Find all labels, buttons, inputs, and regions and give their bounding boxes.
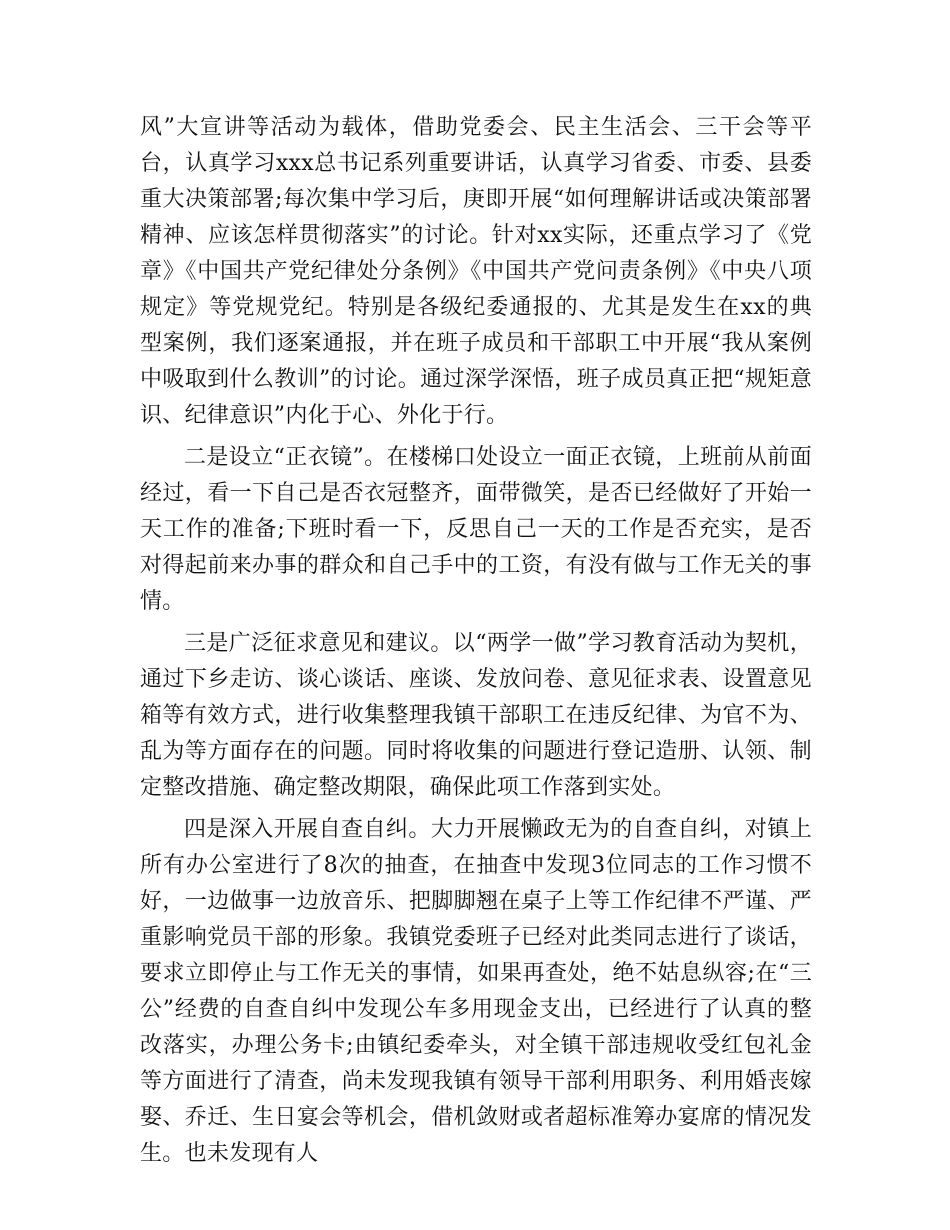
- paragraph-4: 四是深入开展自查自纠。大力开展懒政无为的自查自纠，对镇上所有办公室进行了8次的抽查，在抽查中发现3位同志的工作习惯不好，一边做事一边放音乐、把脚脚翘在桌子上等工作纪律不严谨、严重影响党员干部的形象。我镇党委班子已经对此类同志进行了谈话，要求立即停止与工作无关的事情，如果再查处，绝不姑息纵容;在“三公”经费的自查自纠中发现公车多用现金支出，已经进行了认真的整改落实，办理公务卡;由镇纪委牵头，对全镇干部违规收受红包礼金等方面进行了清查，尚未发现我镇有领导干部利用职务、利用婚丧嫁娶、乔迁、生日宴会等机会，借机敛财或者超标准筹办宴席的情况发生。也未发现有人: [140, 817, 812, 1166]
- paragraph-2: 二是设立“正衣镜”。在楼梯口处设立一面正衣镜，上班前从前面经过，看一下自己是否衣冠整齐，面带微笑，是否已经做好了开始一天工作的准备;下班时看一下，反思自己一天的工作是否充实，是否对得起前来办事的群众和自己手中的工资，有没有做与工作无关的事情。: [140, 445, 812, 614]
- paragraph-3: 三是广泛征求意见和建议。以“两学一做”学习教育活动为契机，通过下乡走访、谈心谈话、座谈、发放问卷、意见征求表、设置意见箱等有效方式，进行收集整理我镇干部职工在违反纪律、为官不为、乱为等方面存在的问题。同时将收集的问题进行登记造册、认领、制定整改措施、确定整改期限，确保此项工作落到实处。: [140, 631, 812, 800]
- document-body: [140, 110, 812, 1178]
- paragraph-1: 风”大宣讲等活动为载体，借助党委会、民主生活会、三干会等平台，认真学习xxx总书记系列重要讲话，认真学习省委、市委、县委重大决策部署;每次集中学习后，庚即开展“如何理解讲话或决策部署精神、应该怎样贯彻落实”的讨论。针对xx实际，还重点学习了《党章》《中国共产党纪律处分条例》《中国共产党问责条例》《中央八项规定》等党规党纪。特别是各级纪委通报的、尤其是发生在xx的典型案例，我们逐案通报，并在班子成员和干部职工中开展“我从案例中吸取到什么教训”的讨论。通过深学深悟，班子成员真正把“规矩意识、纪律意识”内化于心、外化于行。: [140, 115, 812, 428]
